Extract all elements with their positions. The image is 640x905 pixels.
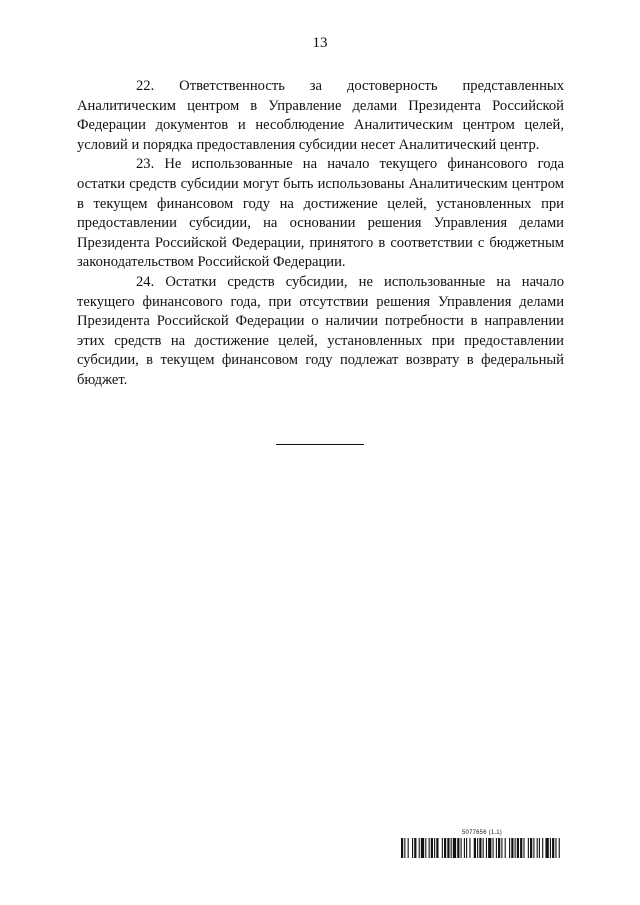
document-body <box>77 77 564 391</box>
barcode-bar <box>466 838 467 858</box>
paragraph-24: 24. Остатки средств субсидии, не использованные на начало текущего финансового года, при отсутствии решения Управления делами Президента Российской Федерации о наличии потребности в направлении этих средств на достижение целей, установленных при предоставлении субсидии, в текущем финансовом году подлежат возврату в федеральный бюджет. <box>77 273 564 388</box>
barcode-bar <box>401 838 403 858</box>
barcode-bar <box>501 838 502 858</box>
barcode-bar <box>469 838 470 858</box>
paragraph-22: 22. Ответственность за достоверность представленных Аналитическим центром в Управление делами Президента Российской Федерации документов и несоблюдение Аналитическим центром целей, условий и порядка предоставления субсидии несет Аналитический центр. <box>77 78 564 153</box>
barcode-bar <box>408 838 409 858</box>
barcode-bar <box>537 838 538 858</box>
barcode-bar <box>431 838 433 858</box>
barcode-bar <box>520 838 522 858</box>
barcode-bar <box>533 838 534 858</box>
barcode-bar <box>515 838 516 858</box>
barcode-bar <box>419 838 420 858</box>
barcode-bar <box>552 838 554 858</box>
end-of-document-separator <box>276 444 364 445</box>
barcode-bar <box>464 838 465 858</box>
barcode-bar <box>477 838 478 858</box>
barcode-bar <box>421 838 424 858</box>
barcode-bar <box>542 838 543 858</box>
barcode-bar <box>457 838 459 858</box>
paragraph-23: 23. Не использованные на начало текущего финансового года остатки средств субсидии могут быть использованы Аналитическим центром в текущем финансовом году на достижение целей, установленных при предоставлении субсидии, на основании решения Управления делами Президента Российской Федерации, принятого в соответствии с бюджетным законодательством Российской Федерации. <box>77 156 564 271</box>
barcode-bar <box>436 838 438 858</box>
barcode-bar <box>451 838 452 858</box>
page-number: 13 <box>312 35 328 51</box>
barcode-bar <box>539 838 540 858</box>
barcode-bar <box>517 838 519 858</box>
barcode-bar <box>486 838 487 858</box>
barcode-bar <box>474 838 476 858</box>
barcode-bar <box>483 838 484 858</box>
barcode-bar <box>412 838 413 858</box>
barcode-bar <box>545 838 548 858</box>
barcode-bar <box>447 838 449 858</box>
barcode-bar <box>434 838 435 858</box>
barcode-bar <box>523 838 524 858</box>
barcode-bar <box>509 838 510 858</box>
barcode-bar <box>496 838 497 858</box>
barcode-bar <box>511 838 513 858</box>
barcode-bar <box>404 838 405 858</box>
barcode-bar <box>505 838 506 858</box>
barcode-bar <box>479 838 481 858</box>
barcode-bar <box>444 838 446 858</box>
barcode-bar <box>528 838 529 858</box>
barcode-bar <box>429 838 430 858</box>
barcode-bar <box>488 838 491 858</box>
barcode-bar <box>550 838 551 858</box>
barcode-icon <box>401 838 562 858</box>
barcode-bar <box>498 838 500 858</box>
barcode-code: 5077656 (1.1) <box>462 830 502 836</box>
barcode-bar <box>530 838 532 858</box>
barcode-bar <box>453 838 456 858</box>
barcode-bar <box>414 838 416 858</box>
barcode-bar <box>461 838 462 858</box>
barcode-bar <box>559 838 560 858</box>
barcode-bar <box>493 838 494 858</box>
barcode-bar <box>425 838 426 858</box>
barcode-bar <box>555 838 556 858</box>
barcode-bar <box>442 838 443 858</box>
